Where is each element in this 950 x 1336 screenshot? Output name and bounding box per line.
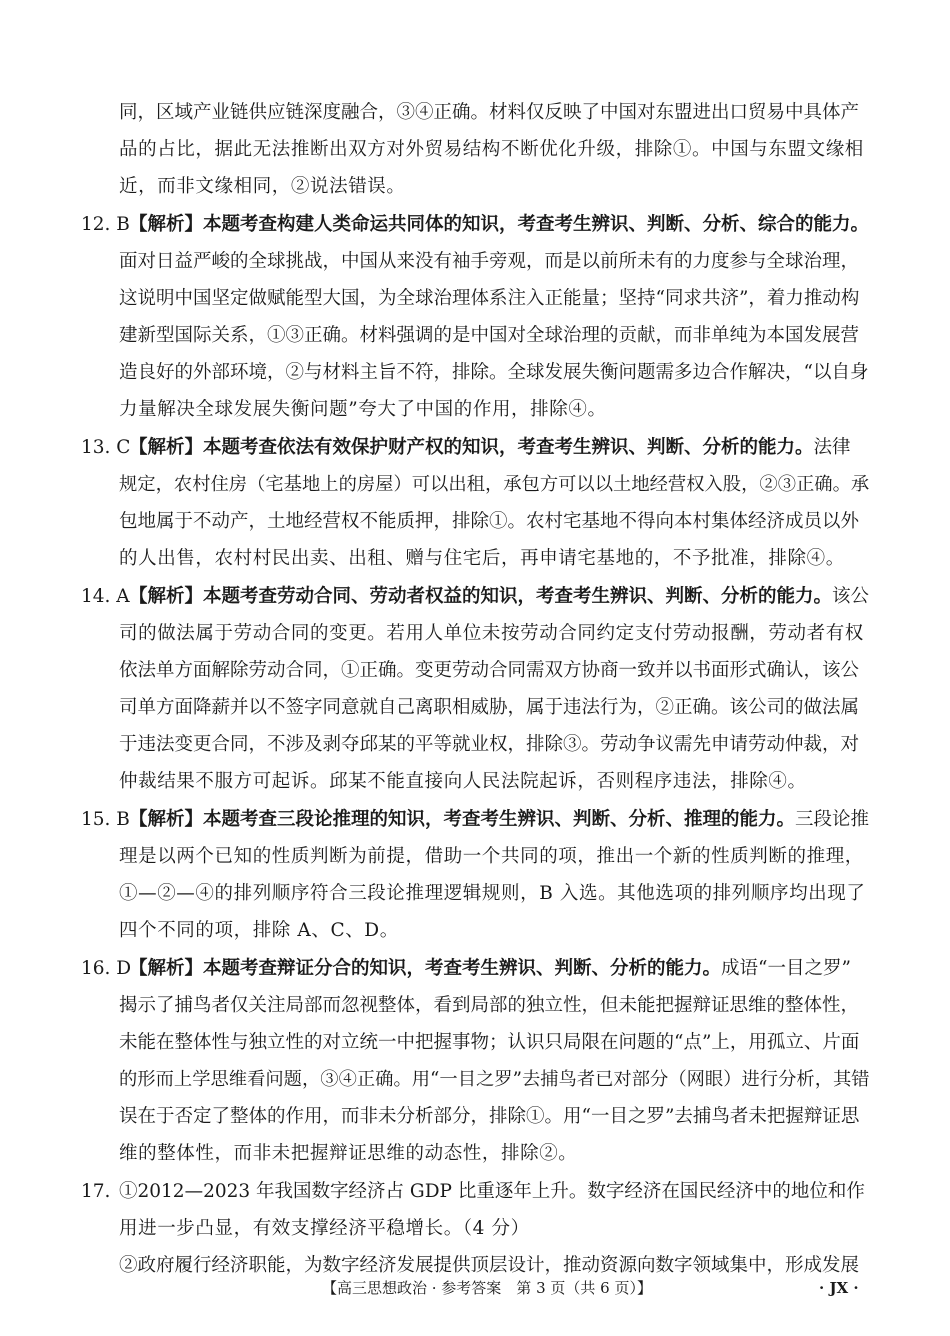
- analysis-tail: 三段论推: [795, 809, 870, 830]
- footer-title: 【高三思想政治 · 参考答案 第 3 页（共 6 页）】: [322, 1279, 652, 1297]
- text-line: 的形而上学思维看问题，③④正确。用“一目之罗”去捕鸟者已对部分（网眼）进行分析，其错: [119, 1069, 870, 1090]
- question-first-line: [81, 957, 851, 981]
- answer-number: 12. B: [81, 214, 130, 235]
- text-line: 维的整体性，而非未把握辩证思维的动态性，排除②。: [119, 1143, 578, 1164]
- question-first-line: [81, 213, 869, 237]
- text-line: 建新型国际关系，①③正确。材料强调的是中国对全球治理的贡献，而非单纯为本国发展营: [119, 325, 860, 346]
- analysis-tag: 【解析】: [129, 958, 204, 979]
- analysis-tag: 【解析】: [129, 586, 204, 607]
- answer-text: ①2012—2023 年我国数字经济占 GDP 比重逐年上升。数字经济在国民经济中的地位和作: [119, 1181, 865, 1202]
- page-footer: [0, 1276, 950, 1300]
- text-line: 力量解决全球发展失衡问题”夸大了中国的作用，排除④。: [119, 399, 607, 420]
- analysis-lead: 本题考查三段论推理的知识，考查考生辨识、判断、分析、推理的能力。: [203, 809, 796, 830]
- text-line: 理是以两个已知的性质判断为前提，借助一个共同的项，推出一个新的性质判断的推理，: [119, 846, 864, 867]
- text-line: 包地属于不动产，土地经营权不能质押，排除①。农村宅基地不得向本村集体经济成员以外: [119, 511, 860, 532]
- text-line: ②政府履行经济职能，为数字经济发展提供顶层设计，推动资源向数字领域集中，形成发展: [119, 1255, 860, 1276]
- footer-code: · JX ·: [819, 1279, 859, 1297]
- analysis-tail: 该公: [832, 586, 870, 607]
- text-line: 于违法变更合同，不涉及剥夺邱某的平等就业权，排除③。劳动争议需先申请劳动仲裁，对: [119, 734, 860, 755]
- text-line: 的人出售，农村村民出卖、出租、赠与住宅后，再申请宅基地的，不予批准，排除④。: [119, 548, 845, 569]
- text-line: 仲裁结果不服方可起诉。邱某不能直接向人民法院起诉，否则程序违法，排除④。: [119, 771, 807, 792]
- text-line: 司的做法属于劳动合同的变更。若用人单位未按劳动合同约定支付劳动报酬，劳动者有权: [119, 623, 864, 644]
- text-line: 同，区域产业链供应链深度融合，③④正确。材料仅反映了中国对东盟进出口贸易中具体产: [119, 102, 860, 123]
- question-first-line: [81, 585, 869, 609]
- answer-number: 17.: [81, 1181, 111, 1202]
- text-line: 造良好的外部环境，②与材料主旨不符，排除。全球发展失衡问题需多边合作解决，“以自身: [119, 362, 869, 383]
- analysis-lead: 本题考查依法有效保护财产权的知识，考查考生辨识、判断、分析的能力。: [203, 437, 814, 458]
- text-line: 四个不同的项，排除 A、C、D。: [119, 920, 399, 941]
- analysis-lead: 本题考查劳动合同、劳动者权益的知识，考查考生辨识、判断、分析的能力。: [203, 586, 833, 607]
- question-first-line: [81, 436, 851, 460]
- text-line: 近，而非文缘相同，②说法错误。: [119, 176, 406, 197]
- question-first-line: [81, 808, 869, 832]
- text-line: 揭示了捕鸟者仅关注局部而忽视整体，看到局部的独立性，但未能把握辩证思维的整体性，: [119, 995, 860, 1016]
- text-line: 这说明中国坚定做赋能型大国，为全球治理体系注入正能量；坚持“同求共济”，着力推动构: [119, 288, 860, 309]
- text-line: 用进一步凸显，有效支撑经济平稳增长。（4 分）: [119, 1218, 530, 1239]
- analysis-tail: 成语“一目之罗”: [721, 958, 851, 979]
- text-line: 依法单方面解除劳动合同，①正确。变更劳动合同需双方协商一致并以书面形式确认，该公: [119, 660, 860, 681]
- text-line: 司单方面降薪并以不签字同意就自己离职相威胁，属于违法行为，②正确。该公司的做法属: [119, 697, 860, 718]
- analysis-tag: 【解析】: [129, 809, 204, 830]
- text-line: ①—②—④的排列顺序符合三段论推理逻辑规则，B 入选。其他选项的排列顺序均出现了: [119, 883, 866, 904]
- analysis-lead: 本题考查构建人类命运共同体的知识，考查考生辨识、判断、分析、综合的能力。: [203, 214, 870, 235]
- question-first-line: [81, 1180, 865, 1204]
- analysis-tag: 【解析】: [129, 437, 204, 458]
- answer-number: 13. C: [81, 437, 131, 458]
- analysis-lead: 本题考查辩证分合的知识，考查考生辨识、判断、分析的能力。: [203, 958, 722, 979]
- text-line: 品的占比，据此无法推断出双方对外贸易结构不断优化升级，排除①。中国与东盟文缘相: [119, 139, 864, 160]
- answer-number: 15. B: [81, 809, 130, 830]
- answer-number: 14. A: [81, 586, 130, 607]
- analysis-tag: 【解析】: [129, 214, 204, 235]
- text-line: 未能在整体性与独立性的对立统一中把握事物；认识只局限在问题的“点”上，用孤立、片面: [119, 1032, 860, 1053]
- text-line: 规定，农村住房（宅基地上的房屋）可以出租，承包方可以以土地经营权入股，②③正确。承: [119, 474, 870, 495]
- answer-number: 16. D: [81, 958, 132, 979]
- analysis-tail: 法律: [813, 437, 851, 458]
- text-line: 面对日益严峻的全球挑战，中国从来没有袖手旁观，而是以前所未有的力度参与全球治理，: [119, 251, 860, 272]
- text-line: 误在于否定了整体的作用，而非未分析部分，排除①。用“一目之罗”去捕鸟者未把握辩证思: [119, 1106, 860, 1127]
